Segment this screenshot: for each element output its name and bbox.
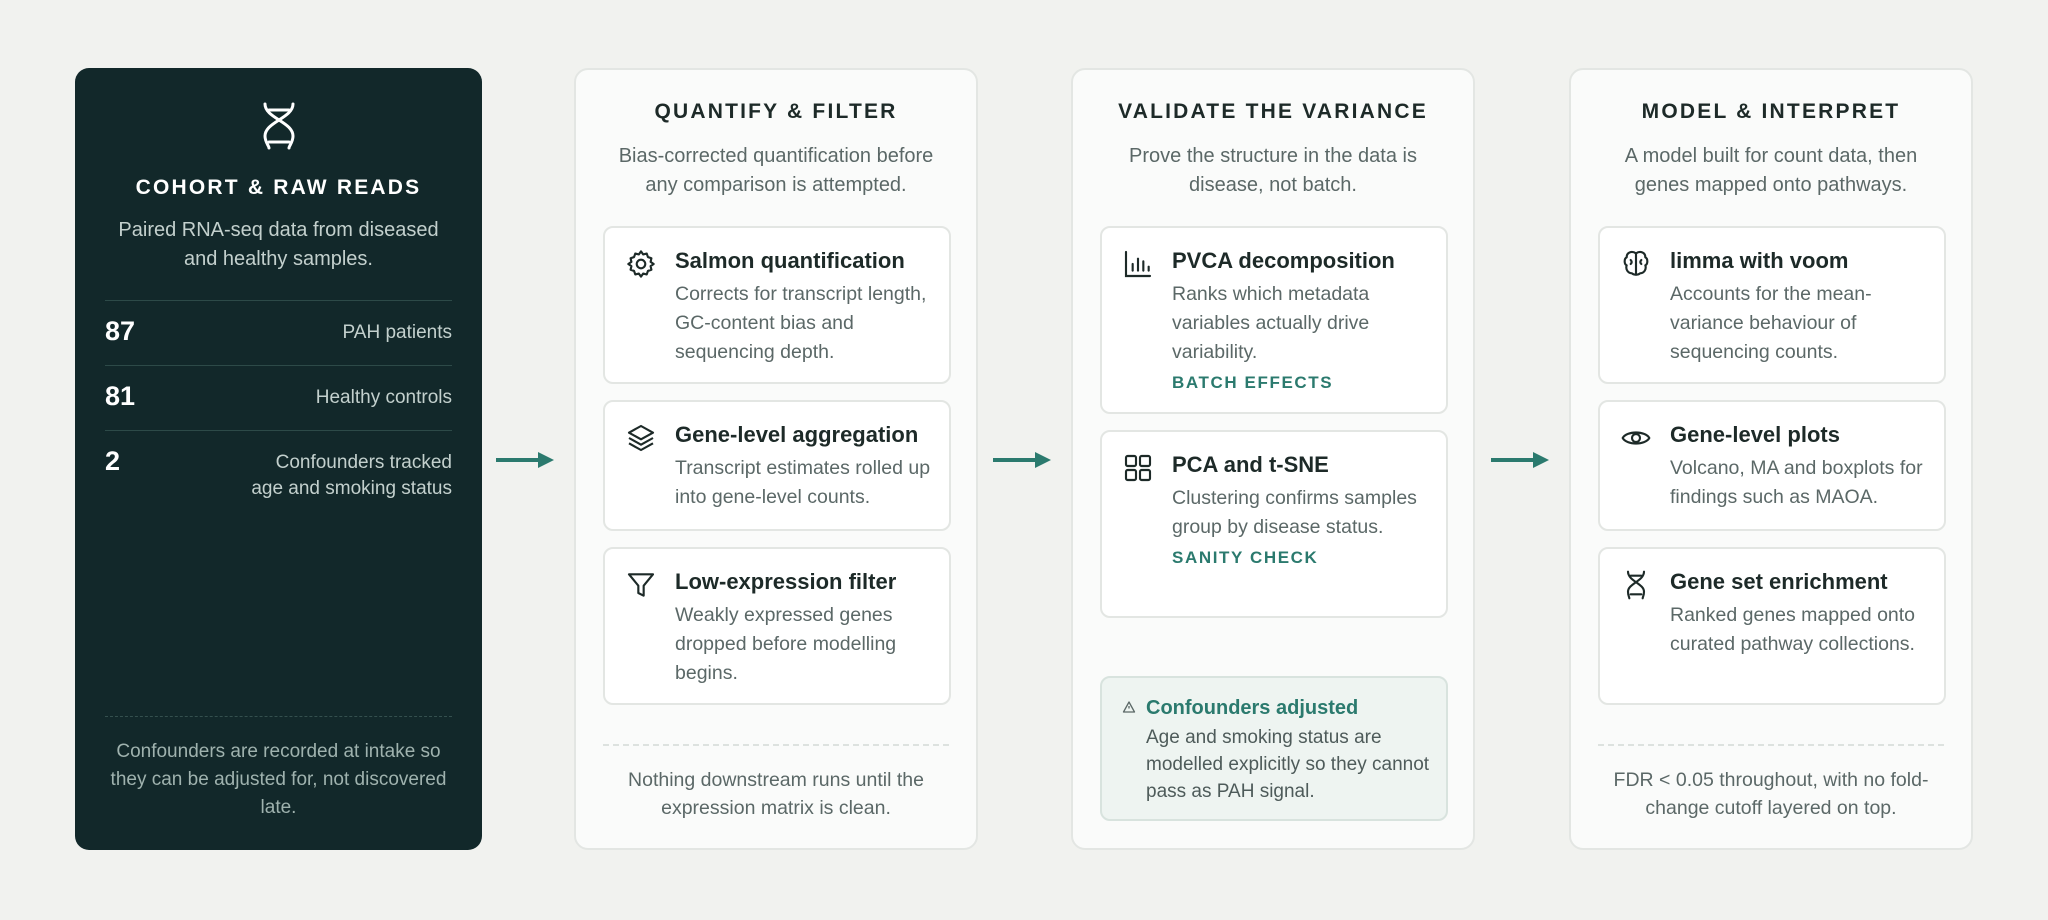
model-description: A model built for count data, then genes mapped onto pathways. [1624, 145, 1918, 196]
card-tag: SANITY CHECK [1172, 548, 1319, 567]
flow-arrow-icon [496, 448, 556, 472]
model-title: MODEL & INTERPRET [1641, 100, 1901, 123]
validate-panel [1071, 68, 1475, 850]
gear-icon [625, 248, 657, 280]
card-text: Clustering confirms samples group by disease status. [1172, 487, 1417, 538]
salmon-card [603, 226, 951, 384]
card-title: PCA and t-SNE [1172, 452, 1329, 477]
stat-value: 2 [105, 446, 121, 476]
cohort-footnote: Confounders are recorded at intake so they can be adjusted for, not discovered late. [105, 716, 452, 822]
warning-icon [1122, 700, 1136, 714]
layers-icon [625, 422, 657, 454]
quantify-title: QUANTIFY & FILTER [654, 100, 898, 123]
quantify-panel [574, 68, 978, 850]
card-tag: BATCH EFFECTS [1172, 373, 1334, 392]
bar-chart-icon [1122, 248, 1154, 280]
pca-card [1100, 430, 1448, 618]
note-title: Confounders adjusted [1146, 697, 1359, 719]
flow-arrow-icon [993, 448, 1053, 472]
brain-icon [1620, 248, 1652, 280]
flow-arrow-icon [1491, 448, 1551, 472]
cohort-description: Paired RNA-seq data from diseased and healthy samples. [118, 219, 439, 270]
card-title: limma with voom [1670, 248, 1849, 273]
dna-icon [75, 102, 482, 150]
limma-card [1598, 226, 1946, 384]
validate-description: Prove the structure in the data is disease, not batch. [1129, 145, 1417, 196]
stat-label: Confounders tracked age and smoking status [251, 452, 452, 499]
card-title: Salmon quantification [675, 248, 905, 273]
card-title: Gene-level aggregation [675, 422, 919, 447]
card-title: Low-expression filter [675, 569, 897, 594]
model-panel [1569, 68, 1973, 850]
card-title: Gene set enrichment [1670, 569, 1888, 594]
quantify-description: Bias-corrected quantification before any comparison is attempted. [618, 145, 934, 196]
stat-label: Healthy controls [315, 387, 452, 408]
stat-value: 87 [105, 316, 136, 346]
enrichment-card [1598, 547, 1946, 705]
card-text: Weakly expressed genes dropped before modelling begins. [675, 604, 897, 684]
grid-icon [1122, 452, 1154, 484]
filter-card [603, 547, 951, 705]
card-text: Transcript estimates rolled up into gene-level counts. [675, 457, 931, 508]
quantify-footnote: Nothing downstream runs until the expression matrix is clean. [603, 744, 949, 822]
card-text: Corrects for transcript length, GC-content bias and sequencing depth. [675, 283, 927, 363]
card-text: Ranks which metadata variables actually drive variability. [1172, 283, 1370, 363]
pvca-card [1100, 226, 1448, 414]
note-text: Age and smoking status are modelled explicitly so they cannot pass as PAH signal. [1146, 727, 1430, 802]
stat-value: 81 [105, 381, 136, 411]
validate-title: VALIDATE THE VARIANCE [1118, 100, 1428, 123]
cohort-title: COHORT & RAW READS [135, 176, 422, 199]
stat-label: PAH patients [342, 322, 452, 343]
dna-icon [1620, 569, 1652, 601]
aggregation-card [603, 400, 951, 531]
filter-icon [625, 569, 657, 601]
cohort-stats [105, 300, 452, 499]
cohort-panel [75, 68, 482, 850]
stat-row [105, 300, 452, 365]
stat-row [105, 365, 452, 430]
stat-row [105, 430, 452, 499]
card-title: PVCA decomposition [1172, 248, 1395, 273]
card-title: Gene-level plots [1670, 422, 1840, 447]
card-text: Ranked genes mapped onto curated pathway collections. [1670, 604, 1916, 655]
model-footnote: FDR < 0.05 throughout, with no fold-change cutoff layered on top. [1598, 744, 1944, 822]
card-text: Volcano, MA and boxplots for findings such as MAOA. [1670, 457, 1923, 508]
eye-icon [1620, 422, 1652, 454]
plots-card [1598, 400, 1946, 531]
card-text: Accounts for the mean-variance behaviour of sequencing counts. [1670, 283, 1872, 363]
confounders-note [1100, 676, 1448, 821]
